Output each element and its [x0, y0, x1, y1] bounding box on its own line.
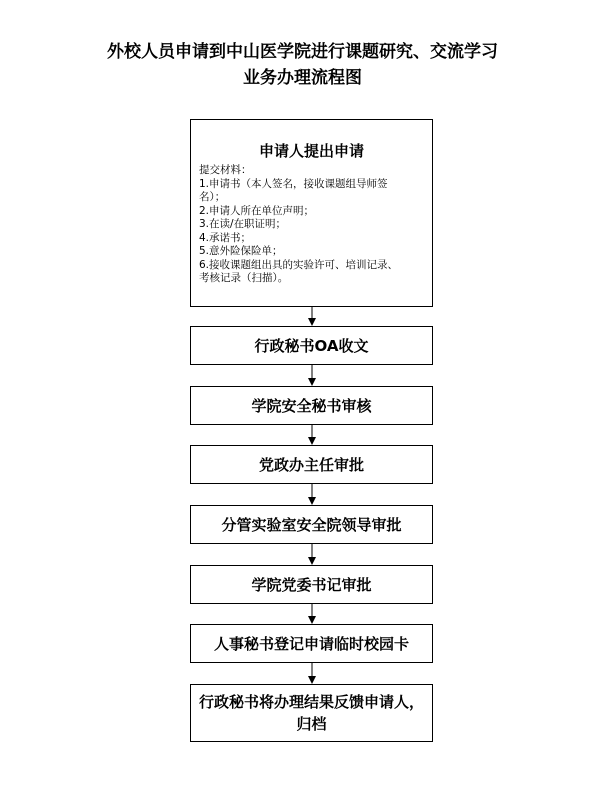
flow-step-party-secretary-approval: 学院党委书记审批: [190, 565, 433, 604]
materials-line: 4.承诺书；: [199, 231, 252, 244]
flow-step-safety-secretary-review: 学院安全秘书审核: [190, 386, 433, 425]
flow-step-apply: [190, 119, 433, 307]
flow-step-feedback-archive: 行政秘书将办理结果反馈申请人，归档: [190, 684, 433, 742]
apply-heading: 申请人提出申请: [258, 142, 364, 160]
materials-line: 考核记录（扫描）。: [199, 272, 289, 284]
page-title-line-1: 外校人员申请到中山医学院进行课题研究、交流学习: [107, 42, 498, 62]
flow-step-campus-card-registration: 人事秘书登记申请临时校园卡: [190, 624, 433, 663]
materials-line: 3.在读/在职证明；: [199, 218, 287, 230]
materials-list: [199, 178, 424, 286]
materials-label: 提交材料：: [199, 164, 252, 176]
materials-line: 2.申请人所在单位声明；: [199, 204, 315, 217]
materials-line: 1.申请书（本人签名，接收课题组导师签: [199, 177, 388, 190]
page-title-line-2: 业务办理流程图: [243, 68, 362, 88]
flow-step-office-director-approval: 党政办主任审批: [190, 445, 433, 484]
flow-step-oa-receipt: 行政秘书OA收文: [190, 326, 433, 365]
materials-line: 5.意外险保险单；: [199, 245, 283, 257]
materials-line: 6.接收课题组出具的实验许可、培训记录、: [199, 258, 399, 271]
flow-step-lab-safety-leader-approval: 分管实验室安全院领导审批: [190, 505, 433, 544]
materials-line: 名）；: [199, 191, 226, 203]
